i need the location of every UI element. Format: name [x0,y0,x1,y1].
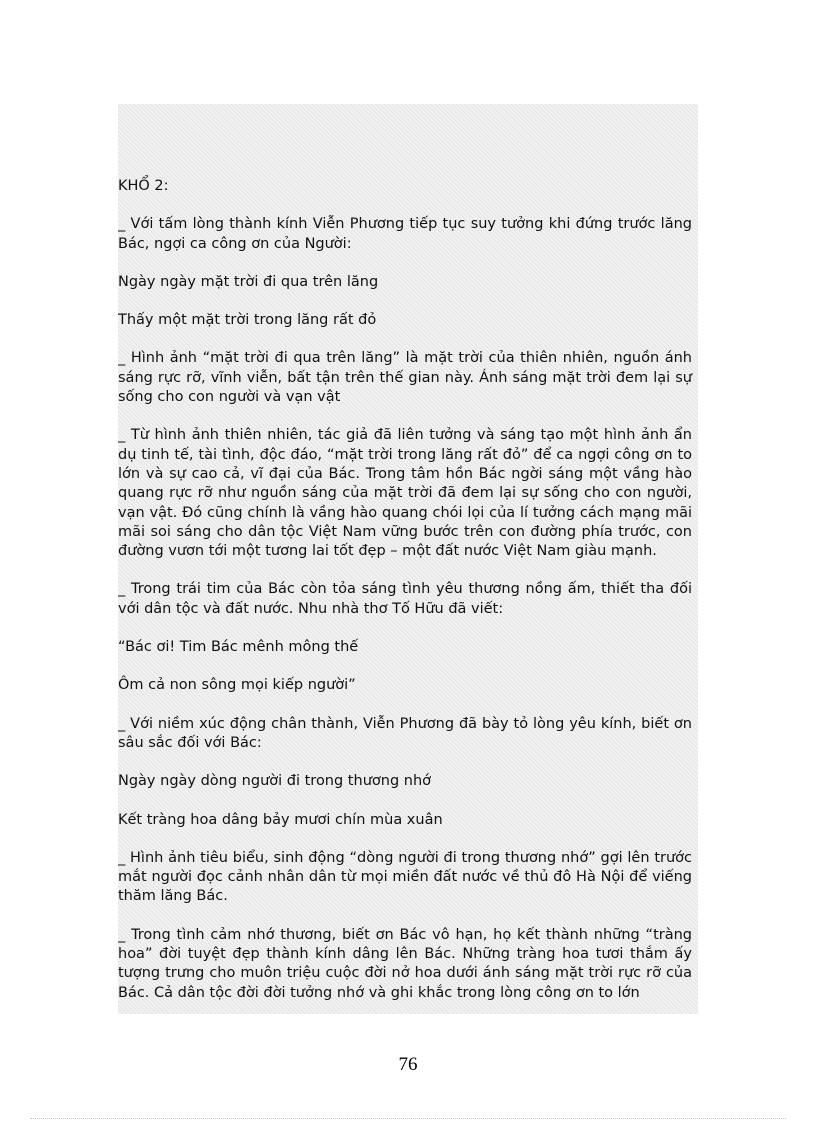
section-heading: KHỔ 2: [118,178,169,194]
poem-line: Kết tràng hoa dâng bảy mươi chín mùa xuân [118,811,443,828]
quote-line: Ôm cả non sông mọi kiếp người” [118,677,356,694]
poem-line: Ngày ngày dòng người đi trong thương nhớ [118,773,432,790]
paragraph: _ Trong trái tim của Bác còn tỏa sáng tình yêu thương nồng ấm, thiết tha đối với dân tộc và đất nước. Nhu nhà thơ Tố Hữu đã viết: [118,581,692,617]
shaded-text-panel [118,104,698,1014]
paragraph: _ Từ hình ảnh thiên nhiên, tác giả đã liên tưởng và sáng tạo một hình ảnh ẩn dụ tinh tế, tài tình, độc đáo, “mặt trời trong lăng rất đỏ” để ca ngợi công ơn to lớn và sự cao cả, vĩ đại của Bác. Trong tâm hồn Bác ngời sáng một vầng hào quang rực rỡ như nguồn sáng của mặt trời đã đem lại sự sống cho con người, vạn vật. Đó cũng chính là vầng hào quang chói lọi của lí tưởng cách mạng mãi mãi soi sáng cho dân tộc Việt Nam vững bước trên con đường phía trước, con đường vươn tới một tương lai tốt đẹp – một đất nước Việt Nam giàu mạnh. [118,427,692,560]
paragraph: _ Trong tình cảm nhớ thương, biết ơn Bác vô hạn, họ kết thành những “tràng hoa” đời tuyệt đẹp thành kính dâng lên Bác. Những tràng hoa tươi thắm ấy tượng trưng cho muôn triệu cuộc đời nở hoa dưới ánh sáng mặt trời rực rỡ của Bác. Cả dân tộc đời đời tưởng nhớ và ghi khắc trong lòng công ơn to lớn [118,926,692,1001]
poem-line: Thấy một mặt trời trong lăng rất đỏ [118,312,377,329]
page-number: 76 [398,1054,418,1075]
paragraph: _ Với niềm xúc động chân thành, Viễn Phương đã bày tỏ lòng yêu kính, biết ơn sâu sắc đối với Bác: [118,715,692,751]
paragraph: _ Với tấm lòng thành kính Viễn Phương tiếp tục suy tưởng khi đứng trước lăng Bác, ngợi ca công ơn của Người: [118,216,692,252]
body-text [118,177,692,1014]
page-bottom-dotted-divider [30,1118,786,1119]
paragraph: _ Hình ảnh tiêu biểu, sinh động “dòng người đi trong thương nhớ” gợi lên trước mắt người đọc cảnh nhân dân từ mọi miền đất nước về thủ đô Hà Nội để viếng thăm lăng Bác. [118,849,692,905]
poem-line: Ngày ngày mặt trời đi qua trên lăng [118,273,379,290]
paragraph: _ Hình ảnh “mặt trời đi qua trên lăng” là mặt trời của thiên nhiên, nguồn ánh sáng rực rỡ, vĩnh viễn, bất tận trên thế gian này. Ánh sáng mặt trời đem lại sự sống cho con người và vạn vật [118,350,692,406]
quote-line: “Bác ơi! Tim Bác mênh mông thế [118,639,359,656]
